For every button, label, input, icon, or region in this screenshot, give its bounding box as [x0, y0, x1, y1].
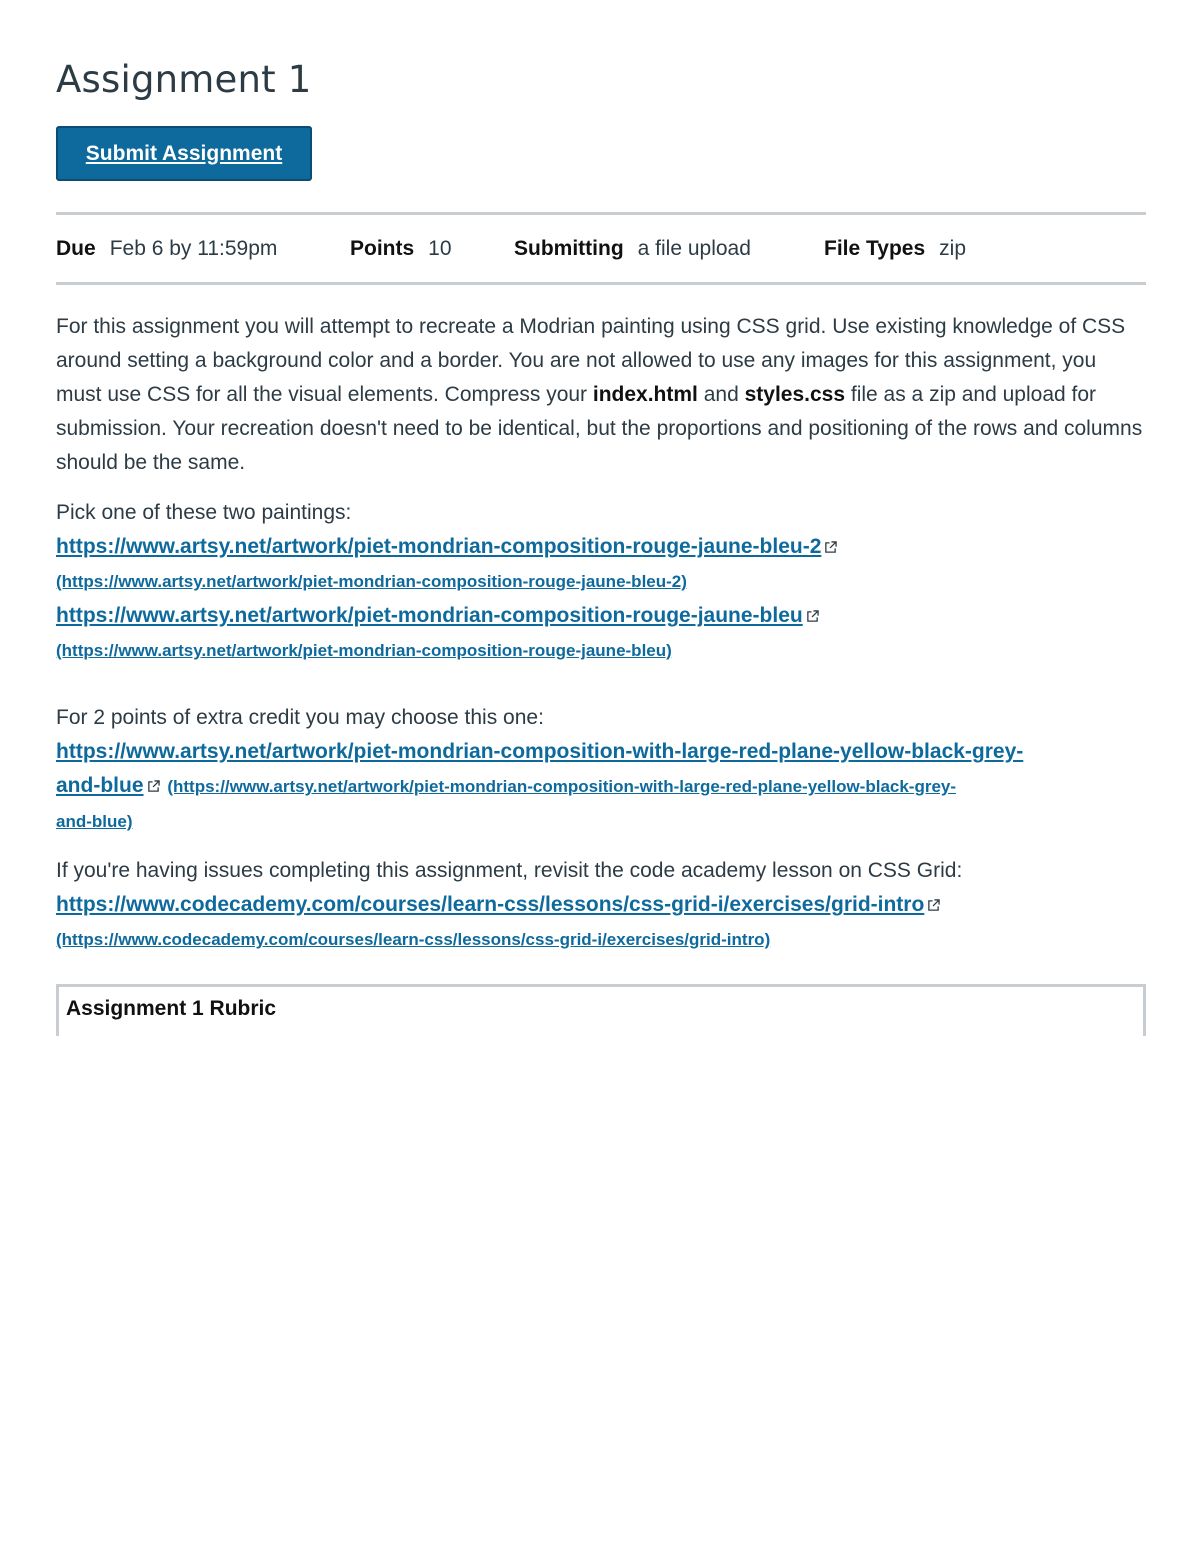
- submit-assignment-button[interactable]: Submit Assignment: [56, 126, 312, 181]
- external-link-icon: [806, 610, 819, 623]
- description-text: file as a zip and upload for submission. Your recreation doesn't need to be identical, but the proportions and positioning of the rows and columns should be the same.: [56, 383, 1143, 474]
- due-label: Due: [56, 237, 96, 260]
- painting-link-1[interactable]: https://www.artsy.net/artwork/piet-mondrian-composition-rouge-jaune-bleu-2: [56, 535, 822, 558]
- help-link-row: [56, 922, 1146, 957]
- help-instruction: If you're having issues completing this assignment, revisit the code academy lesson on CSS Grid:: [56, 859, 963, 882]
- codecademy-link-url[interactable]: (https://www.codecademy.com/courses/learn-css/lessons/css-grid-i/exercises/grid-intro): [56, 930, 771, 949]
- painting-link-2[interactable]: https://www.artsy.net/artwork/piet-mondrian-composition-rouge-jaune-bleu: [56, 604, 803, 627]
- extra-credit-link[interactable]: https://www.artsy.net/artwork/piet-mondrian-composition-with-large-red-plane-yellow-black-grey-: [56, 740, 1024, 763]
- points-value: 10: [428, 237, 452, 260]
- codecademy-link[interactable]: https://www.codecademy.com/courses/learn-css/lessons/css-grid-i/exercises/grid-intro: [56, 893, 925, 916]
- styles-css-filename: styles.css: [744, 383, 846, 406]
- external-link-icon: [824, 541, 837, 554]
- page-title: Assignment 1: [56, 58, 312, 101]
- submitting-label: Submitting: [514, 237, 624, 260]
- extra-credit-instruction: For 2 points of extra credit you may choose this one:: [56, 706, 544, 729]
- points-label: Points: [350, 237, 415, 260]
- due-detail: [56, 234, 277, 264]
- submitting-detail: [514, 234, 751, 264]
- painting-link-row: [56, 564, 1146, 599]
- painting-link-2-url[interactable]: (https://www.artsy.net/artwork/piet-mondrian-composition-rouge-jaune-bleu): [56, 641, 672, 660]
- index-html-filename: index.html: [592, 383, 698, 406]
- file-types-detail: [824, 234, 966, 264]
- extra-credit: [56, 701, 1146, 839]
- extra-credit-link-row: [56, 735, 1146, 769]
- rubric-panel: [56, 984, 1146, 1036]
- painting-link-1-url[interactable]: (https://www.artsy.net/artwork/piet-mondrian-composition-rouge-jaune-bleu-2): [56, 572, 687, 591]
- extra-credit-link-url[interactable]: (https://www.artsy.net/artwork/piet-mondrian-composition-with-large-red-plane-yellow-black-grey-: [167, 777, 957, 796]
- painting-link-row: [56, 599, 1146, 633]
- extra-credit-link-row: [56, 769, 1146, 804]
- pick-instruction: Pick one of these two paintings:: [56, 501, 352, 524]
- submitting-value: a file upload: [637, 237, 751, 260]
- due-value: Feb 6 by 11:59pm: [109, 237, 278, 260]
- description-text: and: [697, 383, 745, 406]
- divider: [56, 212, 1146, 215]
- help-link-row: [56, 888, 1146, 922]
- extra-credit-link-row: [56, 804, 1146, 839]
- painting-link-row: [56, 633, 1146, 668]
- extra-credit-link-cont[interactable]: and-blue: [56, 774, 144, 797]
- points-detail: [350, 234, 452, 264]
- file-types-value: zip: [939, 237, 967, 260]
- painting-link-row: [56, 530, 1146, 564]
- external-link-icon: [147, 780, 160, 793]
- help-section: [56, 854, 1146, 957]
- divider: [56, 282, 1146, 285]
- extra-credit-link-url-cont[interactable]: and-blue): [56, 812, 133, 831]
- file-types-label: File Types: [824, 237, 926, 260]
- external-link-icon: [927, 899, 940, 912]
- assignment-description: [56, 310, 1146, 480]
- painting-choices: [56, 496, 1146, 668]
- description-text: For this assignment you will attempt to recreate a Modrian painting using CSS grid. Use existing knowledge of CSS around setting a background color and a border. You are not allowed to use any images for this assignment, you must use CSS for all the visual elements. Compress your: [56, 315, 1126, 406]
- rubric-title: Assignment 1 Rubric: [66, 997, 277, 1020]
